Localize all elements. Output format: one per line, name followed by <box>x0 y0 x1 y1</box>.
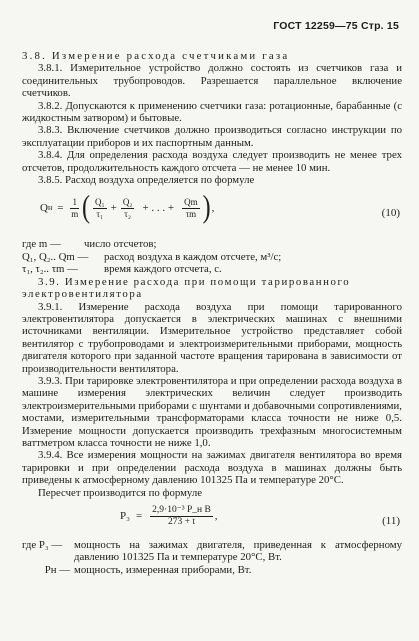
formula-10-dots: + . . . + <box>142 202 175 215</box>
formula-10-term-1: $\frac{\text{Q₁}}{\text{τ₁}}$ <box>94 196 105 219</box>
paragraph-3-8-4: 3.8.4. Для определения расхода воздуха следует производить не менее трех отсчетов, продолжительность каждого отсчета — не менее 10 мин. <box>22 149 402 174</box>
formula-10-term-m: $\frac{Qm}{\tau m}$ <box>184 196 198 219</box>
document-body <box>22 50 402 576</box>
definition-row: Q₁, Q₂.. Qm — расход воздуха в каждом отсчете, м³/с; <box>22 250 282 263</box>
definition-row: τ₁, τ₂.. τm — время каждого отсчета, с. <box>22 263 222 276</box>
formula-11-definition: где P₃ — мощность на зажимах двигателя, приведенная к атмосферному давлению 101325 Па и температуре 20°С, Вт. <box>22 539 402 564</box>
formula-10-plus: + <box>110 202 117 215</box>
formula-10-definitions <box>22 238 402 275</box>
formula-10 <box>22 192 402 232</box>
formula-11-definition: Pн — мощность, измеренная приборами, Вт. <box>44 563 252 576</box>
formula-10-tail: , <box>211 202 215 215</box>
paragraph-3-8-5: 3.8.5. Расход воздуха определяется по формуле <box>38 174 255 187</box>
formula-11 <box>22 503 402 537</box>
formula-10-coef: $\frac{1}{m}$ <box>71 196 79 219</box>
paragraph-3-9-4: 3.9.4. Все измерения мощности на зажимах двигателя вентилятора во время тарировки и при определении расхода воздуха в машинах должны быть приведены к атмосферному давлению 101325 Па и температуре 20°С. <box>22 449 402 487</box>
section-3-8-title: 3.8. Измерение расхода счетчиками газа <box>22 50 290 62</box>
formula-10-term-2: $\frac{\text{Q₂}}{\text{τ₂}}$ <box>122 196 133 219</box>
paragraph-3-8-2: 3.8.2. Допускаются к применению счетчики газа: ротационные, барабанные (с жидкостным затвором) и бытовые. <box>22 99 402 125</box>
formula-11-number: (11) <box>382 515 400 527</box>
formula-11-eq: = <box>135 510 143 523</box>
formula-10-eq: = <box>57 202 64 215</box>
section-3-9-title: 3.9. Измерение расхода при помощи тарированного электровентилятора <box>22 275 351 301</box>
formula-10-lhs: Q <box>40 202 48 215</box>
paragraph-3-9-3: 3.9.3. При тарировке электровентилятора и при определении расхода воздуха в машине измерения электрических величин следует производить электроизмерительными приборами с шунтами и добавочными сопротивлениями, мостами, измерительными трансформаторами класса точности не ниже 0,5. Измерение мощности допускается производить трехфазным многосистемным ваттметром класса точности не ниже 1,0. <box>22 374 402 449</box>
formula-11-tail: , <box>214 510 218 523</box>
paragraph-3-8-1: 3.8.1. Измерительное устройство должно состоять из счетчиков газа и соединительных трубопроводов. Разрешается параллельное включение счетчиков. <box>22 62 402 100</box>
formula-10-rparen: ) <box>202 191 211 226</box>
formula-10-lparen: ( <box>81 191 90 226</box>
definition-row: где m — число отсчетов; <box>22 238 157 251</box>
formula-11-lhs: P₃ <box>120 510 130 523</box>
paragraph-3-9-1: 3.9.1. Измерение расхода воздуха при помощи тарированного электровентилятора допускается в электрических машинах с внешними источниками вентиляции. Измерительное устройство представляет собой вентилятор с трубопроводами и электроизмерительными приборами, мощность двигателя которого при заданной частоте вращения тарирована в зависимости от производительности вентилятора. <box>22 300 402 375</box>
paragraph-recalc: Пересчет производится по формуле <box>38 486 203 499</box>
formula-10-lhs-sub: н <box>47 203 53 213</box>
paragraph-3-8-3: 3.8.3. Включение счетчиков должно производиться согласно инструкции по эксплуатации приборов и их паспортным данным. <box>22 124 402 149</box>
formula-10-number: (10) <box>381 207 400 220</box>
formula-11-fraction: $\frac{\text{2,9·10⁻³ P\_н B}}{273 + t}$ <box>152 505 211 527</box>
page-header: ГОСТ 12259—75 Стр. 15 <box>273 20 399 32</box>
